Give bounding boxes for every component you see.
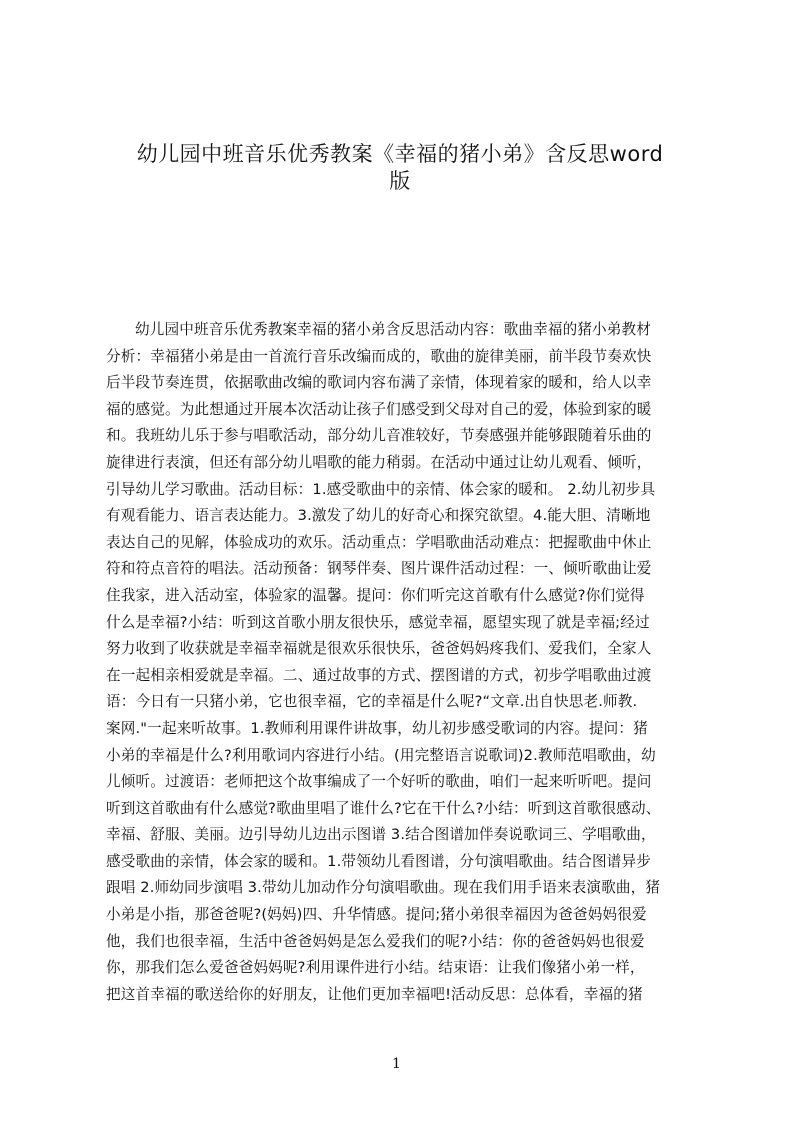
title-line-2: 版	[389, 169, 411, 193]
page-number: 1	[392, 1056, 401, 1072]
body-line: 在一起相亲相爱就是幸福。二、通过故事的方式、摆图谱的方式，初步学唱歌曲过渡	[106, 666, 652, 684]
body-line: 后半段节奏连贯，依据歌曲改编的歌词内容布满了亲情，体现着家的暖和，给人以幸	[106, 374, 652, 392]
body-line: 旋律进行表演，但还有部分幼儿唱歌的能力稍弱。在活动中通过让幼儿观看、倾听，	[106, 453, 652, 471]
body-line: 感受歌曲的亲情，体会家的暖和。1.带领幼儿看图谱，分句演唱歌曲。结合图谱异步	[106, 852, 652, 870]
body-text	[106, 317, 698, 1008]
body-line: 案网."一起来听故事。1.教师利用课件讲故事，幼儿初步感受歌词的内容。提问：猪	[106, 719, 648, 737]
body-line: 住我家，进入活动室，体验家的温馨。提问：你们听完这首歌有什么感觉?你们觉得	[106, 586, 645, 604]
body-line: 小弟是小指，那爸爸呢?(妈妈)四、升华情感。提问;猪小弟很幸福因为爸爸妈妈很爱	[106, 906, 647, 924]
body-line: 跟唱 2.师幼同步演唱 3.带幼儿加动作分句演唱歌曲。现在我们用手语来表演歌曲，猪	[106, 879, 661, 897]
body-line: 听到这首歌曲有什么感觉?歌曲里唱了谁什么?它在干什么?小结：听到这首歌很感动、	[106, 799, 661, 817]
body-line: 努力收到了收获就是幸福幸福就是很欢乐很快乐，爸爸妈妈疼我们、爱我们，全家人	[106, 640, 652, 658]
body-line: 他，我们也很幸福，生活中爸爸妈妈是怎么爱我们的呢?小结：你的爸爸妈妈也很爱	[106, 932, 645, 950]
body-line: 表达自己的见解，体验成功的欢乐。活动重点：学唱歌曲活动难点：把握歌曲中休止	[106, 533, 652, 551]
body-line: 把这首幸福的歌送给你的好朋友，让他们更加幸福吧!活动反思：总体看，幸福的猪	[106, 985, 643, 1003]
body-line: 和。我班幼儿乐于参与唱歌活动，部分幼儿音准较好，节奏感强并能够跟随着乐曲的	[106, 427, 652, 445]
body-line: 什么是幸福?小结：听到这首歌小朋友很快乐，感觉幸福，愿望实现了就是幸福;经过	[106, 613, 650, 631]
document-title	[100, 141, 700, 195]
body-line: 分析：幸福猪小弟是由一首流行音乐改编而成的，歌曲的旋律美丽，前半段节奏欢快	[106, 347, 652, 365]
body-line: 幸福、舒服、美丽。边引导幼儿边出示图谱 3.结合图谱加伴奏说歌词三、学唱歌曲，	[106, 826, 656, 844]
body-line: 有观看能力、语言表达能力。3.激发了幼儿的好奇心和探究欲望。4.能大胆、清晰地	[106, 507, 651, 525]
body-line: 你，那我们怎么爱爸爸妈妈呢?利用课件进行小结。结束语：让我们像猪小弟一样，	[106, 959, 645, 977]
body-line: 儿倾听。过渡语：老师把这个故事编成了一个好听的歌曲，咱们一起来听听吧。提问	[106, 773, 652, 791]
body-line: 语：今日有一只猪小弟，它也很幸福，它的幸福是什么呢?“文章.出自快思老.师教.	[106, 693, 638, 711]
body-line: 引导幼儿学习歌曲。活动目标：1.感受歌曲中的亲情、体会家的暖和。 2.幼儿初步具	[106, 480, 656, 498]
body-line: 福的感觉。为此想通过开展本次活动让孩子们感受到父母对自己的爱，体验到家的暖	[106, 400, 652, 418]
title-line-1: 幼儿园中班音乐优秀教案《幸福的猪小弟》含反思word	[136, 142, 664, 166]
body-line: 小弟的幸福是什么?利用歌词内容进行小结。(用完整语言说歌词)2.教师范唱歌曲，幼	[106, 746, 656, 764]
body-line: 符和符点音符的唱法。活动预备：钢琴伴奏、图片课件活动过程：一、倾听歌曲让爱	[106, 560, 652, 578]
body-line: 幼儿园中班音乐优秀教案幸福的猪小弟含反思活动内容：歌曲幸福的猪小弟教材	[135, 321, 652, 338]
